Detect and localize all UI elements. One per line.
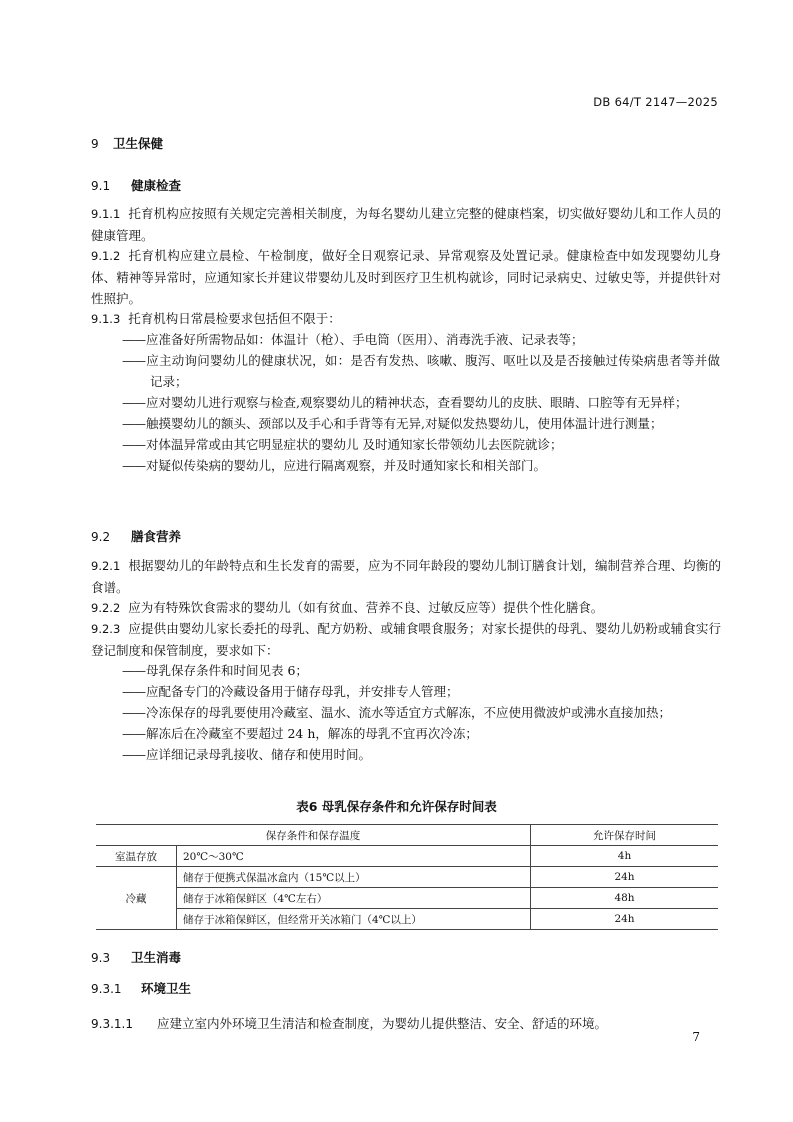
list-item: —— 冷冻保存的母乳要使用冷藏室、温水、流水等适宜方式解冻，不应使用微波炉或沸水直接加热； bbox=[122, 702, 720, 723]
table-header-row bbox=[96, 825, 718, 846]
clause-9-2-3 bbox=[91, 618, 721, 661]
list-item: —— 母乳保存条件和时间见表 6； bbox=[122, 660, 720, 681]
section-number: 9.3 bbox=[91, 951, 111, 965]
table-row bbox=[96, 888, 718, 909]
section-number: 9.1 bbox=[91, 179, 111, 193]
clause-text: 应提供由婴幼儿家长委托的母乳、配方奶粉、或辅食喂食服务；对家长提供的母乳、婴幼儿奶粉或辅食实行登记制度和保管制度，要求如下： bbox=[91, 621, 721, 658]
clause-text: 根据婴幼儿的年龄特点和生长发育的需要，应为不同年龄段的婴幼儿制订膳食计划，编制营养合理、均衡的食谱。 bbox=[91, 558, 721, 595]
clause-text: 托育机构应建立晨检、午检制度，做好全日观察记录、异常观察及处置记录。健康检查中如发现婴幼儿身体、精神等异常时，应通知家长并建议带婴幼儿及时到医疗卫生机构就诊，同时记录病史、过敏史等，并提供针对性照护。 bbox=[91, 248, 721, 306]
clause-number: 9.1.2 bbox=[91, 249, 121, 263]
section-9-1-heading bbox=[91, 176, 181, 194]
document-code: DB 64/T 2147—2025 bbox=[593, 95, 718, 109]
clause-text: 应建立室内外环境卫生清洁和检查制度，为婴幼儿提供整洁、安全、舒适的环境。 bbox=[157, 1016, 608, 1031]
time-cell: 48h bbox=[531, 888, 719, 909]
header-time: 允许保存时间 bbox=[531, 825, 719, 846]
clause-9-1-2 bbox=[91, 245, 721, 309]
list-item: —— 触摸婴幼儿的额头、颈部以及手心和手背等有无异,对疑似发热婴幼儿，使用体温计进行测量； bbox=[122, 413, 720, 434]
clause-number: 9.1.3 bbox=[91, 312, 121, 326]
clause-9-2-2 bbox=[91, 597, 721, 619]
time-cell: 24h bbox=[531, 867, 719, 888]
section-9-2-heading bbox=[91, 527, 181, 545]
clause-number: 9.2.1 bbox=[91, 559, 121, 573]
section-9-3-1-heading bbox=[91, 979, 191, 997]
condition-cell: 储存于便携式保温冰盒内（15℃以上） bbox=[177, 867, 531, 888]
header-condition: 保存条件和保存温度 bbox=[96, 825, 531, 846]
list-item: —— 应主动询问婴幼儿的健康状况，如：是否有发热、咳嗽、腹泻、呕吐以及是否接触过传染病患者等并做记录； bbox=[122, 350, 720, 392]
group-cell: 室温存放 bbox=[96, 846, 177, 867]
list-item: —— 对体温异常或由其它明显症状的婴幼儿 及时通知家长带领幼儿去医院就诊； bbox=[122, 434, 720, 455]
clause-text: 应为有特殊饮食需求的婴幼儿（如有贫血、营养不良、过敏反应等）提供个性化膳食。 bbox=[128, 600, 604, 615]
list-item: —— 解冻后在冷藏室不要超过 24 h，解冻的母乳不宜再次冷冻； bbox=[122, 723, 720, 744]
section-title: 膳食营养 bbox=[131, 529, 182, 544]
table-row bbox=[96, 909, 718, 930]
clause-text: 托育机构应按照有关规定完善相关制度，为每名婴幼儿建立完整的健康档案，切实做好婴幼儿和工作人员的健康管理。 bbox=[91, 206, 721, 243]
clause-number: 9.1.1 bbox=[91, 207, 121, 221]
section-title: 环境卫生 bbox=[141, 981, 192, 996]
clause-9-1-1 bbox=[91, 203, 721, 246]
condition-cell: 20℃～30℃ bbox=[177, 846, 531, 867]
time-cell: 4h bbox=[531, 846, 719, 867]
breast-milk-storage-table bbox=[96, 824, 718, 930]
section-number: 9 bbox=[91, 137, 99, 151]
breast-milk-requirements-list bbox=[122, 660, 720, 765]
group-cell: 冷藏 bbox=[96, 867, 177, 930]
condition-cell: 储存于冰箱保鲜区，但经常开关冰箱门（4℃以上） bbox=[177, 909, 531, 930]
section-title: 卫生保健 bbox=[113, 136, 164, 151]
clause-9-3-1-1 bbox=[91, 1014, 607, 1032]
list-item: —— 应详细记录母乳接收、储存和使用时间。 bbox=[122, 744, 720, 765]
table-6-title: 表6 母乳保存条件和允许保存时间表 bbox=[296, 799, 497, 814]
clause-number: 9.3.1.1 bbox=[91, 1017, 133, 1031]
table-row bbox=[96, 867, 718, 888]
time-cell: 24h bbox=[531, 909, 719, 930]
section-9-3-heading bbox=[91, 948, 181, 966]
clause-text: 托育机构日常晨检要求包括但不限于： bbox=[128, 311, 341, 326]
page-number: 7 bbox=[692, 1030, 700, 1044]
list-item: —— 应对婴幼儿进行观察与检查,观察婴幼儿的精神状态，查看婴幼儿的皮肤、眼睛、口腔等有无异样； bbox=[122, 392, 720, 413]
clause-9-2-1 bbox=[91, 555, 721, 598]
clause-9-1-3 bbox=[91, 308, 721, 330]
section-number: 9.2 bbox=[91, 530, 111, 544]
section-title: 健康检查 bbox=[131, 178, 182, 193]
list-item: —— 对疑似传染病的婴幼儿，应进行隔离观察，并及时通知家长和相关部门。 bbox=[122, 455, 720, 476]
clause-number: 9.2.3 bbox=[91, 622, 121, 636]
condition-cell: 储存于冰箱保鲜区（4℃左右） bbox=[177, 888, 531, 909]
clause-number: 9.2.2 bbox=[91, 601, 121, 615]
section-title: 卫生消毒 bbox=[131, 950, 182, 965]
list-item: —— 应准备好所需物品如：体温计（枪）、手电筒（医用）、消毒洗手液、记录表等； bbox=[122, 329, 720, 350]
table-row bbox=[96, 846, 718, 867]
section-number: 9.3.1 bbox=[91, 982, 122, 996]
morning-check-list bbox=[122, 329, 720, 476]
list-item: —— 应配备专门的冷藏设备用于储存母乳，并安排专人管理； bbox=[122, 681, 720, 702]
section-9-heading bbox=[91, 134, 163, 152]
